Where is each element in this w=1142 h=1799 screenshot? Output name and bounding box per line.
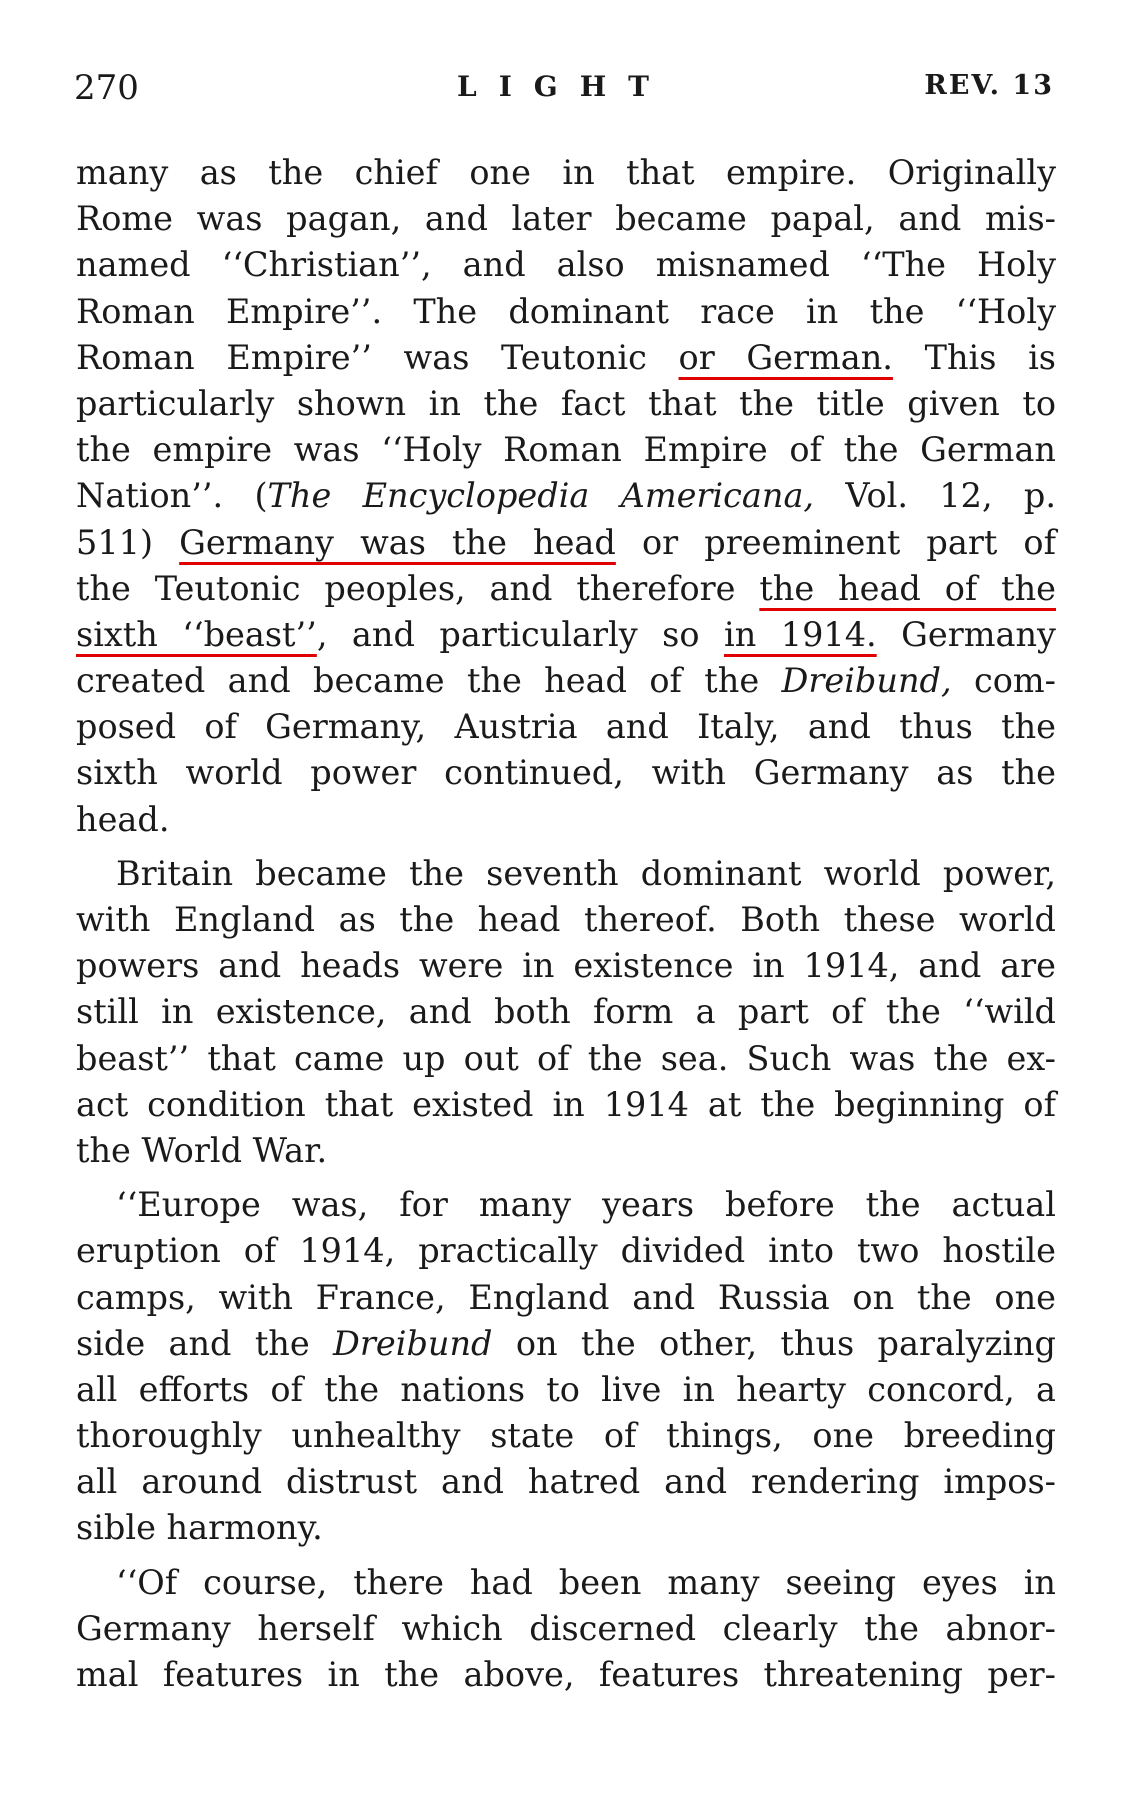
text-run: com- [951, 661, 1056, 701]
text-run: or preeminent part of [615, 522, 1056, 562]
text-line: with England as the head thereof. Both these world [76, 900, 1056, 939]
chapter-reference: REV. 13 [924, 70, 1054, 101]
text-line [76, 612, 1056, 658]
text-run: created and became the head of the [76, 661, 782, 701]
text-run: Roman Empire’’ was Teutonic [76, 337, 679, 377]
text-line: the empire was ‘‘Holy Roman Empire of the German [76, 430, 1056, 470]
text-run: Germany [876, 614, 1056, 654]
text-line: ‘‘Of course, there had been many seeing eyes in [116, 1562, 1056, 1602]
text-line: named ‘‘Christian’’, and also misnamed ‘‘The Holy [76, 245, 1056, 285]
text-line: all efforts of the nations to live in hearty concord, a [76, 1369, 1056, 1409]
text-line: powers and heads were in existence in 1914, and are [76, 946, 1056, 986]
text-line: camps, with France, England and Russia on the one [76, 1277, 1056, 1317]
underlined-phrase: sixth ‘‘beast’’ [76, 614, 317, 654]
text-line: Rome was pagan, and later became papal, and mis- [76, 199, 1056, 239]
text-run: on the other, thus paralyzing [492, 1323, 1056, 1363]
text-line: act condition that existed in 1914 at the beginning of [76, 1084, 1056, 1124]
text-line: Roman Empire’’. The dominant race in the ‘‘Holy [76, 291, 1056, 331]
text-line [76, 658, 1056, 704]
text-line: all around distrust and hatred and rendering impos- [76, 1462, 1056, 1502]
text-line: eruption of 1914, practically divided into two hostile [76, 1231, 1056, 1271]
text-run: side and the [76, 1323, 334, 1363]
underlined-phrase: the head of the [759, 568, 1057, 608]
text-run: 511) [76, 522, 180, 562]
text-line: posed of Germany, Austria and Italy, and thus the [76, 707, 1056, 747]
text-line: the World War. [76, 1130, 328, 1170]
text-line: mal features in the above, features threatening per- [76, 1655, 1056, 1694]
page-header [74, 62, 1054, 112]
italic-word: Dreibund [333, 1323, 493, 1363]
underlined-phrase: Germany was the head [179, 522, 616, 562]
underlined-phrase: or German. [678, 337, 893, 377]
text-line: thoroughly unhealthy state of things, one breeding [76, 1416, 1056, 1456]
text-line [76, 566, 1056, 612]
text-line: still in existence, and both form a part of the ‘‘wild [76, 992, 1056, 1032]
italic-word: Dreibund, [781, 661, 952, 701]
text-line [76, 335, 1056, 381]
text-run: the Teutonic peoples, and therefore [76, 568, 760, 608]
paragraph-3 [76, 1182, 1056, 1552]
text-line: sible harmony. [76, 1508, 323, 1548]
text-run: This is [892, 337, 1056, 377]
text-run: , and particularly so [316, 614, 724, 654]
text-line: beast’’ that came up out of the sea. Such was the ex- [76, 1038, 1056, 1078]
text-line: particularly shown in the fact that the title given to [76, 383, 1056, 423]
text-line [76, 1321, 1056, 1367]
body-text [76, 150, 1056, 1698]
text-run: Vol. 12, p. [814, 476, 1057, 516]
italic-title: The Encyclopedia Americana, [267, 476, 815, 516]
text-line: head. [76, 799, 170, 839]
paragraph-4 [76, 1560, 1056, 1699]
text-line: many as the chief one in that empire. Originally [76, 153, 1056, 192]
text-run: Nation’’. ( [76, 476, 268, 516]
text-line: ‘‘Europe was, for many years before the actual [116, 1185, 1056, 1225]
underlined-phrase: in 1914. [724, 614, 877, 654]
text-line: sixth world power continued, with Germany as the [76, 753, 1056, 793]
page-number: 270 [74, 68, 139, 108]
paragraph-1 [76, 150, 1056, 843]
text-line [76, 520, 1056, 566]
text-line: Britain became the seventh dominant world power, [116, 853, 1056, 893]
running-title: LIGHT [457, 70, 671, 103]
paragraph-2 [76, 851, 1056, 1174]
text-line [76, 473, 1056, 519]
text-line: Germany herself which discerned clearly the abnor- [76, 1608, 1056, 1648]
